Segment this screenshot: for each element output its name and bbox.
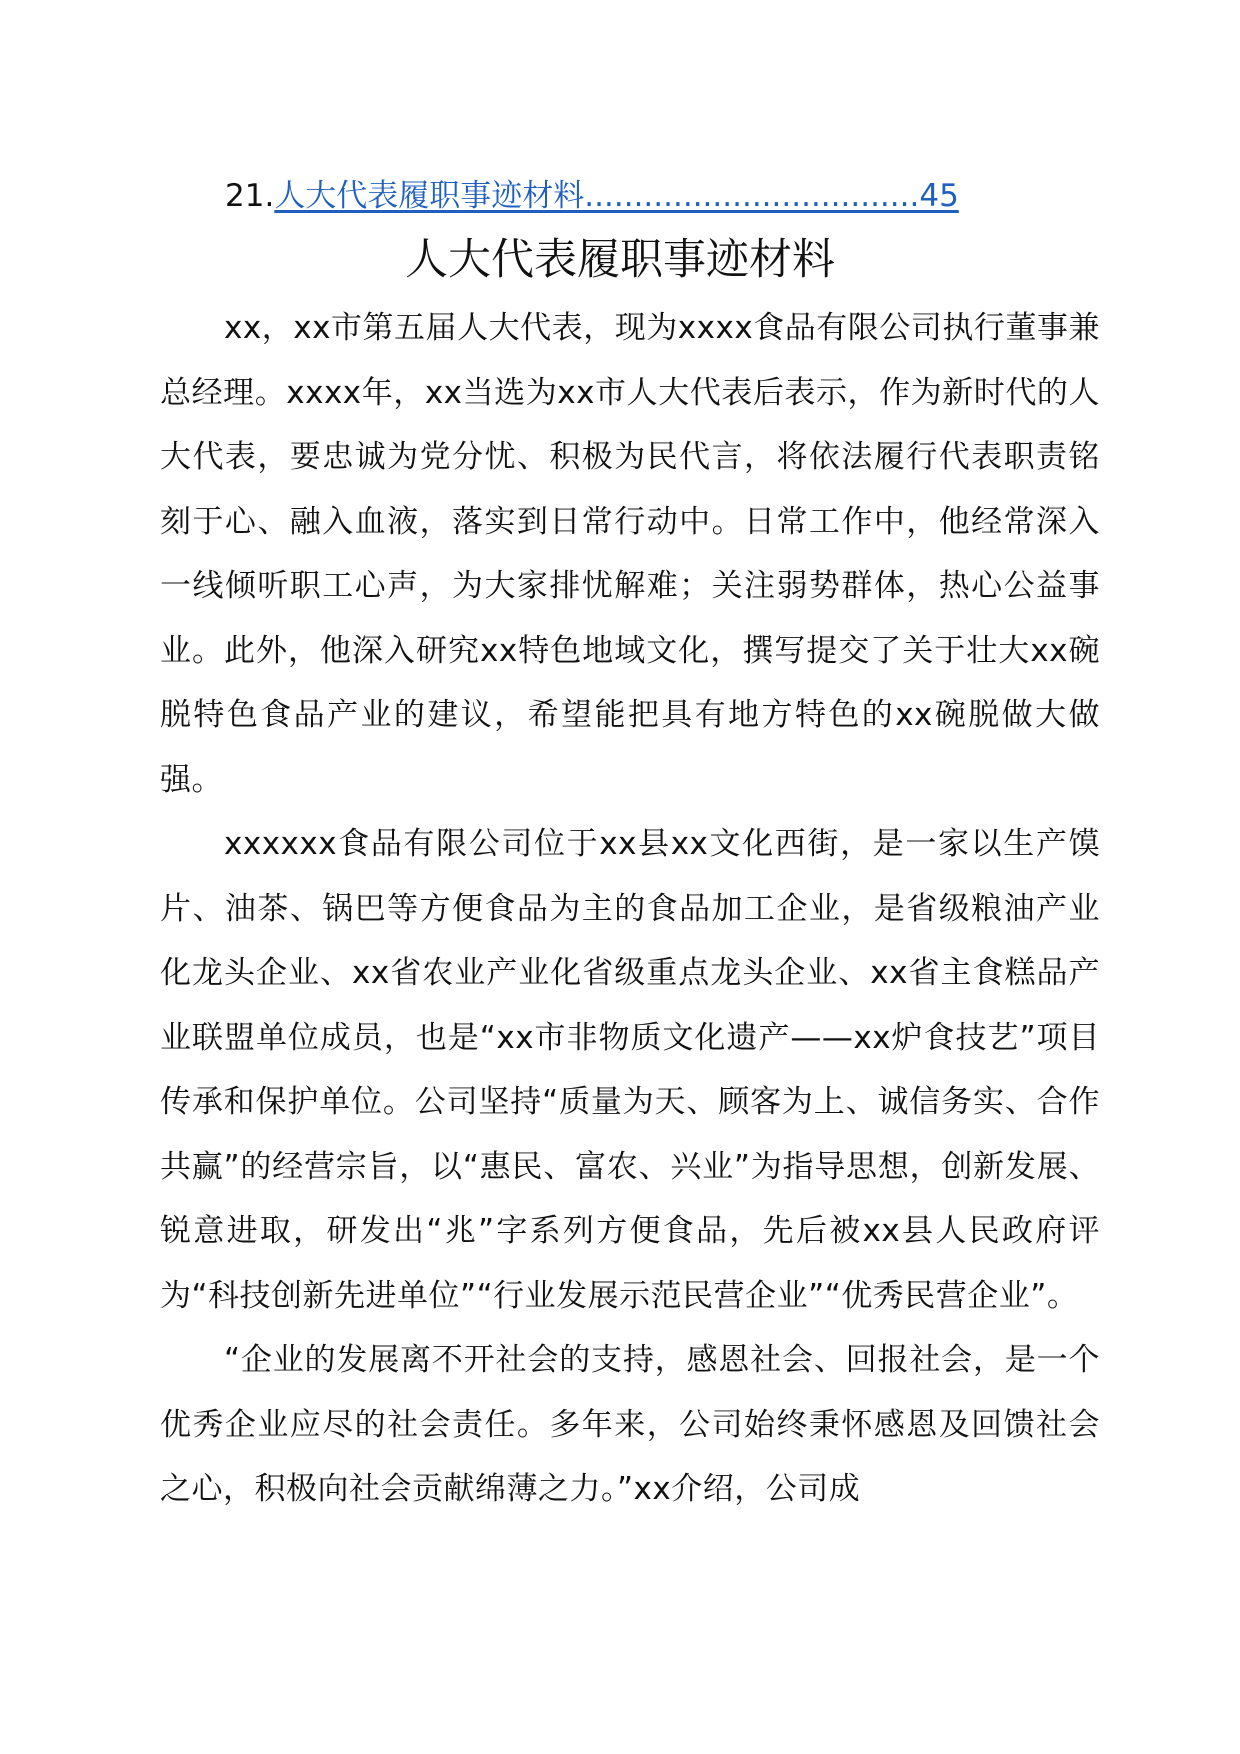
paragraph-2: xxxxxx食品有限公司位于xx县xx文化西街，是一家以生产馍片、油茶、锅巴等方便食品为主的食品加工企业，是省级粮油产业化龙头企业、xx省农业产业化省级重点龙头企业、xx省主食糕品产业联盟单位成员，也是“xx市非物质文化遗产——xx炉食技艺”项目传承和保护单位。公司坚持“质量为天、顾客为上、诚信务实、合作共赢”的经营宗旨，以“惠民、富农、兴业”为指导思想，创新发展、锐意进取，研发出“兆”字系列方便食品，先后被xx县人民政府评为“科技创新先进单位”“行业发展示范民营企业”“优秀民营企业”。 [160, 826, 1100, 1314]
document-title: 人大代表履职事迹材料 [405, 235, 835, 285]
toc-entry [225, 172, 959, 220]
toc-entry-number: 21. [225, 178, 275, 214]
document-body [160, 296, 1100, 1522]
paragraph-1: xx，xx市第五届人大代表，现为xxxx食品有限公司执行董事兼总经理。xxxx年，xx当选为xx市人大代表后表示，作为新时代的人大代表，要忠诚为党分忧、积极为民代言，将依法履行代表职责铭刻于心、融入血液，落实到日常行动中。日常工作中，他经常深入一线倾听职工心声，为大家排忧解难；关注弱势群体，热心公益事业。此外，他深入研究xx特色地域文化，撰写提交了关于壮大xx碗脱特色食品产业的建议，希望能把具有地方特色的xx碗脱做大做强。 [160, 310, 1100, 798]
toc-entry-link[interactable]: 人大代表履职事迹材料..................................45 [274, 178, 959, 214]
paragraph-3: “企业的发展离不开社会的支持，感恩社会、回报社会，是一个优秀企业应尽的社会责任。多年来，公司始终秉怀感恩及回馈社会之心，积极向社会贡献绵薄之力。”xx介绍，公司成 [160, 1342, 1100, 1507]
